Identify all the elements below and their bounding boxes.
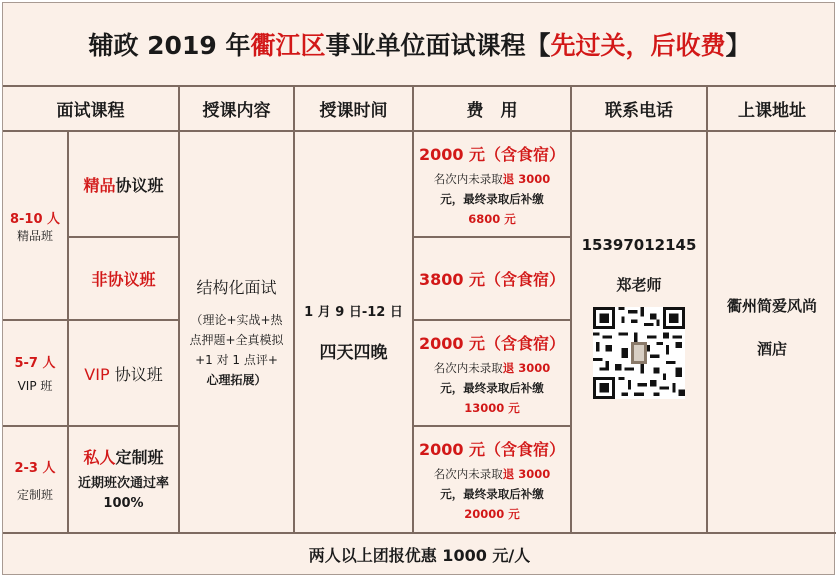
fee-supplement: 20000 元 xyxy=(464,507,520,521)
class-private-custom xyxy=(69,427,178,532)
content-main: 结构化面试 xyxy=(196,277,277,297)
fee-note: 元，最终录取后补缴 xyxy=(440,192,544,206)
class-highlight: 非协议班 xyxy=(91,270,156,289)
fee-price: 3800 元（含食宿） xyxy=(418,270,566,289)
class-highlight: 私人 xyxy=(83,448,116,467)
group-count: 5-7 人 xyxy=(14,356,56,371)
header-content: 授课内容 xyxy=(202,101,271,121)
content-detail: （理论+实战+热点押题+全真模拟+1 对 1 点评+ xyxy=(189,312,284,367)
title-slogan: 先过关，后收费 xyxy=(550,31,726,60)
fee-note: 名次内未录取 xyxy=(433,172,503,186)
fee-supplement: 6800 元 xyxy=(468,212,516,226)
group-count: 8-10 人 xyxy=(9,211,61,227)
fee-refund: 退 3000 xyxy=(502,172,551,186)
address xyxy=(708,132,836,532)
title-bracket-close: 】 xyxy=(725,31,751,60)
class-rest: 定制班 xyxy=(115,448,164,467)
title-prefix: 辅政 2019 年 xyxy=(88,31,251,60)
title-middle: 事业单位面试课程 xyxy=(325,31,526,60)
fee-custom xyxy=(414,427,570,532)
fee-price: 2000 元（含食宿） xyxy=(418,334,566,353)
contact xyxy=(572,132,706,532)
fee-refund: 退 3000 xyxy=(502,467,551,481)
class-highlight: VIP xyxy=(84,364,110,384)
time-dates: 1 月 9 日-12 日 xyxy=(304,305,403,320)
page-title xyxy=(3,3,836,85)
course-table xyxy=(2,2,835,575)
pass-rate-note: 近期班次通过率 100% xyxy=(77,476,169,511)
fee-price: 2000 元（含食宿） xyxy=(418,145,566,164)
course-time xyxy=(295,132,412,532)
group-name: 精品班 xyxy=(16,228,53,243)
fee-price: 2000 元（含食宿） xyxy=(418,440,566,459)
class-rest: 协议班 xyxy=(109,364,163,384)
fee-note: 名次内未录取 xyxy=(433,361,503,375)
header-phone: 联系电话 xyxy=(605,101,673,121)
title-district: 衢江区 xyxy=(250,31,326,60)
group-vip xyxy=(3,321,67,425)
header-time: 授课时间 xyxy=(319,101,388,121)
class-premium-agreement xyxy=(69,132,178,236)
class-rest: 协议班 xyxy=(115,175,164,195)
header-course: 面试课程 xyxy=(56,101,125,121)
group-name: VIP 班 xyxy=(17,379,53,393)
course-content xyxy=(180,132,293,532)
fee-note: 元，最终录取后补缴 xyxy=(440,381,544,395)
title-bracket-open: 【 xyxy=(525,31,551,60)
fee-note: 元，最终录取后补缴 xyxy=(440,487,544,501)
fee-note: 名次内未录取 xyxy=(433,467,503,481)
class-vip-agreement xyxy=(69,321,178,425)
group-discount-footer: 两人以上团报优惠 1000 元/人 xyxy=(308,545,531,565)
address-line2: 酒店 xyxy=(756,340,787,358)
contact-name: 郑老师 xyxy=(616,276,662,294)
fee-supplement: 13000 元 xyxy=(464,401,520,415)
fee-vip xyxy=(414,321,570,425)
class-highlight: 精品 xyxy=(83,175,116,195)
qr-code-icon[interactable] xyxy=(593,307,685,399)
contact-phone[interactable]: 15397012145 xyxy=(581,236,697,254)
fee-non-agreement xyxy=(414,238,570,319)
content-detail-bold: 心理拓展） xyxy=(206,372,267,387)
class-non-agreement xyxy=(69,238,178,319)
header-address: 上课地址 xyxy=(738,101,806,121)
group-name: 定制班 xyxy=(16,487,53,502)
group-count: 2-3 人 xyxy=(14,460,56,476)
fee-refund: 退 3000 xyxy=(502,361,551,375)
group-custom xyxy=(3,427,67,532)
header-fee: 费 用 xyxy=(466,101,518,121)
address-line1: 衢州简爱风尚 xyxy=(726,297,817,315)
group-premium xyxy=(3,132,67,319)
time-duration: 四天四晚 xyxy=(319,343,388,363)
fee-premium xyxy=(414,132,570,236)
